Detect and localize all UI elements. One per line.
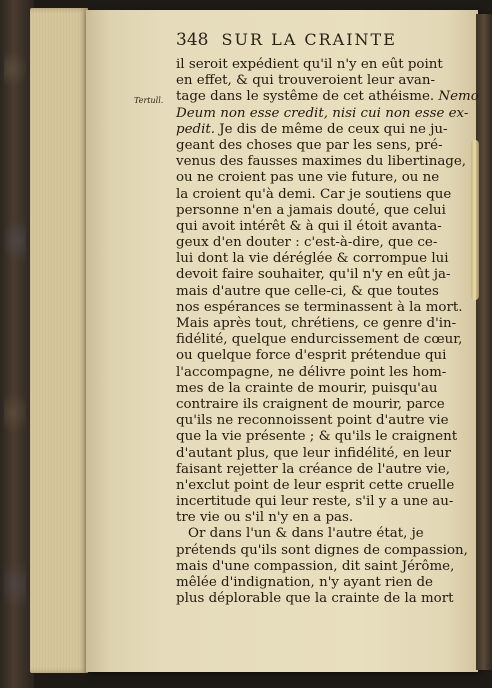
text-line (176, 57, 476, 73)
text-line (176, 478, 476, 494)
text-line (176, 154, 476, 170)
facing-cover-edge (476, 14, 492, 670)
text-segment: qui avoit intérêt & à qui il étoit avanta- (176, 218, 442, 234)
text-line (176, 348, 476, 364)
page-number: 348 (176, 30, 209, 50)
marbled-cover (4, 0, 26, 688)
text-segment: Mais après tout, chrétiens, ce genre d'in- (176, 316, 457, 331)
text-segment: mais d'autre que celle-ci, & que toutes (176, 283, 439, 299)
text-segment: personne n'en a jamais douté, que celui (176, 202, 446, 218)
text-line (176, 73, 476, 89)
running-header (176, 30, 466, 50)
text-segment: prétends qu'ils sont dignes de compassion, (176, 542, 468, 558)
text-segment: ou ne croient pas une vie future, ou ne (176, 170, 440, 186)
text-segment: n'exclut point de leur esprit cette cruelle (176, 477, 455, 493)
text-segment: venus des fausses maximes du libertinage, (176, 154, 467, 170)
text-line (176, 235, 476, 251)
text-line (176, 170, 476, 186)
text-segment: la croient qu'à demi. Car je soutiens que (176, 186, 452, 202)
text-line (176, 591, 476, 607)
text-line (176, 300, 476, 316)
text-line (176, 446, 476, 462)
text-segment: en effet, & qui trouveroient leur avan- (176, 73, 436, 89)
text-segment: devoit faire souhaiter, qu'il n'y en eût ja- (176, 267, 451, 283)
text-segment: tre vie ou s'il n'y en a pas. (176, 510, 354, 526)
running-title: SUR LA CRAINTE (221, 30, 397, 49)
text-segment: nos espérances se terminassent à la mort. (176, 299, 463, 315)
text-segment: que la vie présente ; & qu'ils le craignent (176, 429, 458, 445)
text-line (176, 138, 476, 154)
text-line (176, 106, 476, 122)
text-line (176, 187, 476, 203)
text-body (176, 57, 479, 607)
text-segment: plus déplorable que la crainte de la mort (176, 591, 454, 607)
text-line (176, 559, 476, 575)
text-segment: il seroit expédient qu'il n'y en eût point (176, 57, 443, 72)
text-line (176, 575, 476, 591)
text-segment: Deum non esse credit, nisi cui non esse ex- (176, 105, 469, 121)
text-line (176, 429, 476, 445)
text-line (176, 89, 479, 105)
text-segment: Je dis de même de ceux qui ne ju- (215, 121, 448, 137)
text-segment: lui dont la vie déréglée & corrompue lui (176, 251, 449, 267)
text-line (176, 526, 476, 542)
text-line (176, 219, 476, 235)
text-segment: mes de la crainte de mourir, puisqu'au (176, 380, 438, 396)
text-segment: ou quelque force d'esprit prétendue qui (176, 348, 447, 364)
text-line (176, 462, 476, 478)
text-segment: mais d'une compassion, dit saint Jérôme, (176, 558, 455, 574)
text-line (176, 381, 476, 397)
text-line (176, 494, 476, 510)
text-segment: qu'ils ne reconnoissent point d'autre vie (176, 413, 449, 429)
text-segment: incertitude qui leur reste, s'il y a une au- (176, 494, 454, 510)
text-segment: geant des choses que par les sens, pré- (176, 137, 443, 153)
page-stack-edges (30, 8, 88, 673)
text-line (176, 122, 476, 138)
text-line (176, 284, 476, 300)
text-segment: tage dans le systême de cet athéisme. (176, 89, 439, 105)
text-segment: d'autant plus, que leur infidélité, en leur (176, 445, 451, 461)
text-segment: contraire ils craignent de mourir, parce (176, 396, 445, 412)
text-segment: l'accompagne, ne délivre point les hom- (176, 364, 447, 380)
text-segment: fidélité, quelque endurcissement de cœur, (176, 332, 463, 348)
text-line (176, 543, 476, 559)
text-line (176, 203, 476, 219)
text-segment: geux d'en douter : c'est-à-dire, que ce- (176, 235, 438, 251)
text-line (176, 365, 476, 381)
text-line (176, 316, 476, 332)
margin-note: Tertull. (134, 96, 164, 105)
text-line (176, 510, 476, 526)
text-line (176, 267, 476, 283)
text-segment: pedit. (176, 121, 215, 137)
text-segment: Nemo (438, 89, 479, 105)
text-line (176, 397, 476, 413)
text-line (176, 413, 476, 429)
text-line (176, 251, 476, 267)
text-line (176, 332, 476, 348)
text-segment: mêlée d'indignation, n'y ayant rien de (176, 575, 433, 590)
text-segment: Or dans l'un & dans l'autre état, je (188, 526, 424, 542)
text-segment: faisant rejetter la créance de l'autre vie, (176, 461, 451, 477)
